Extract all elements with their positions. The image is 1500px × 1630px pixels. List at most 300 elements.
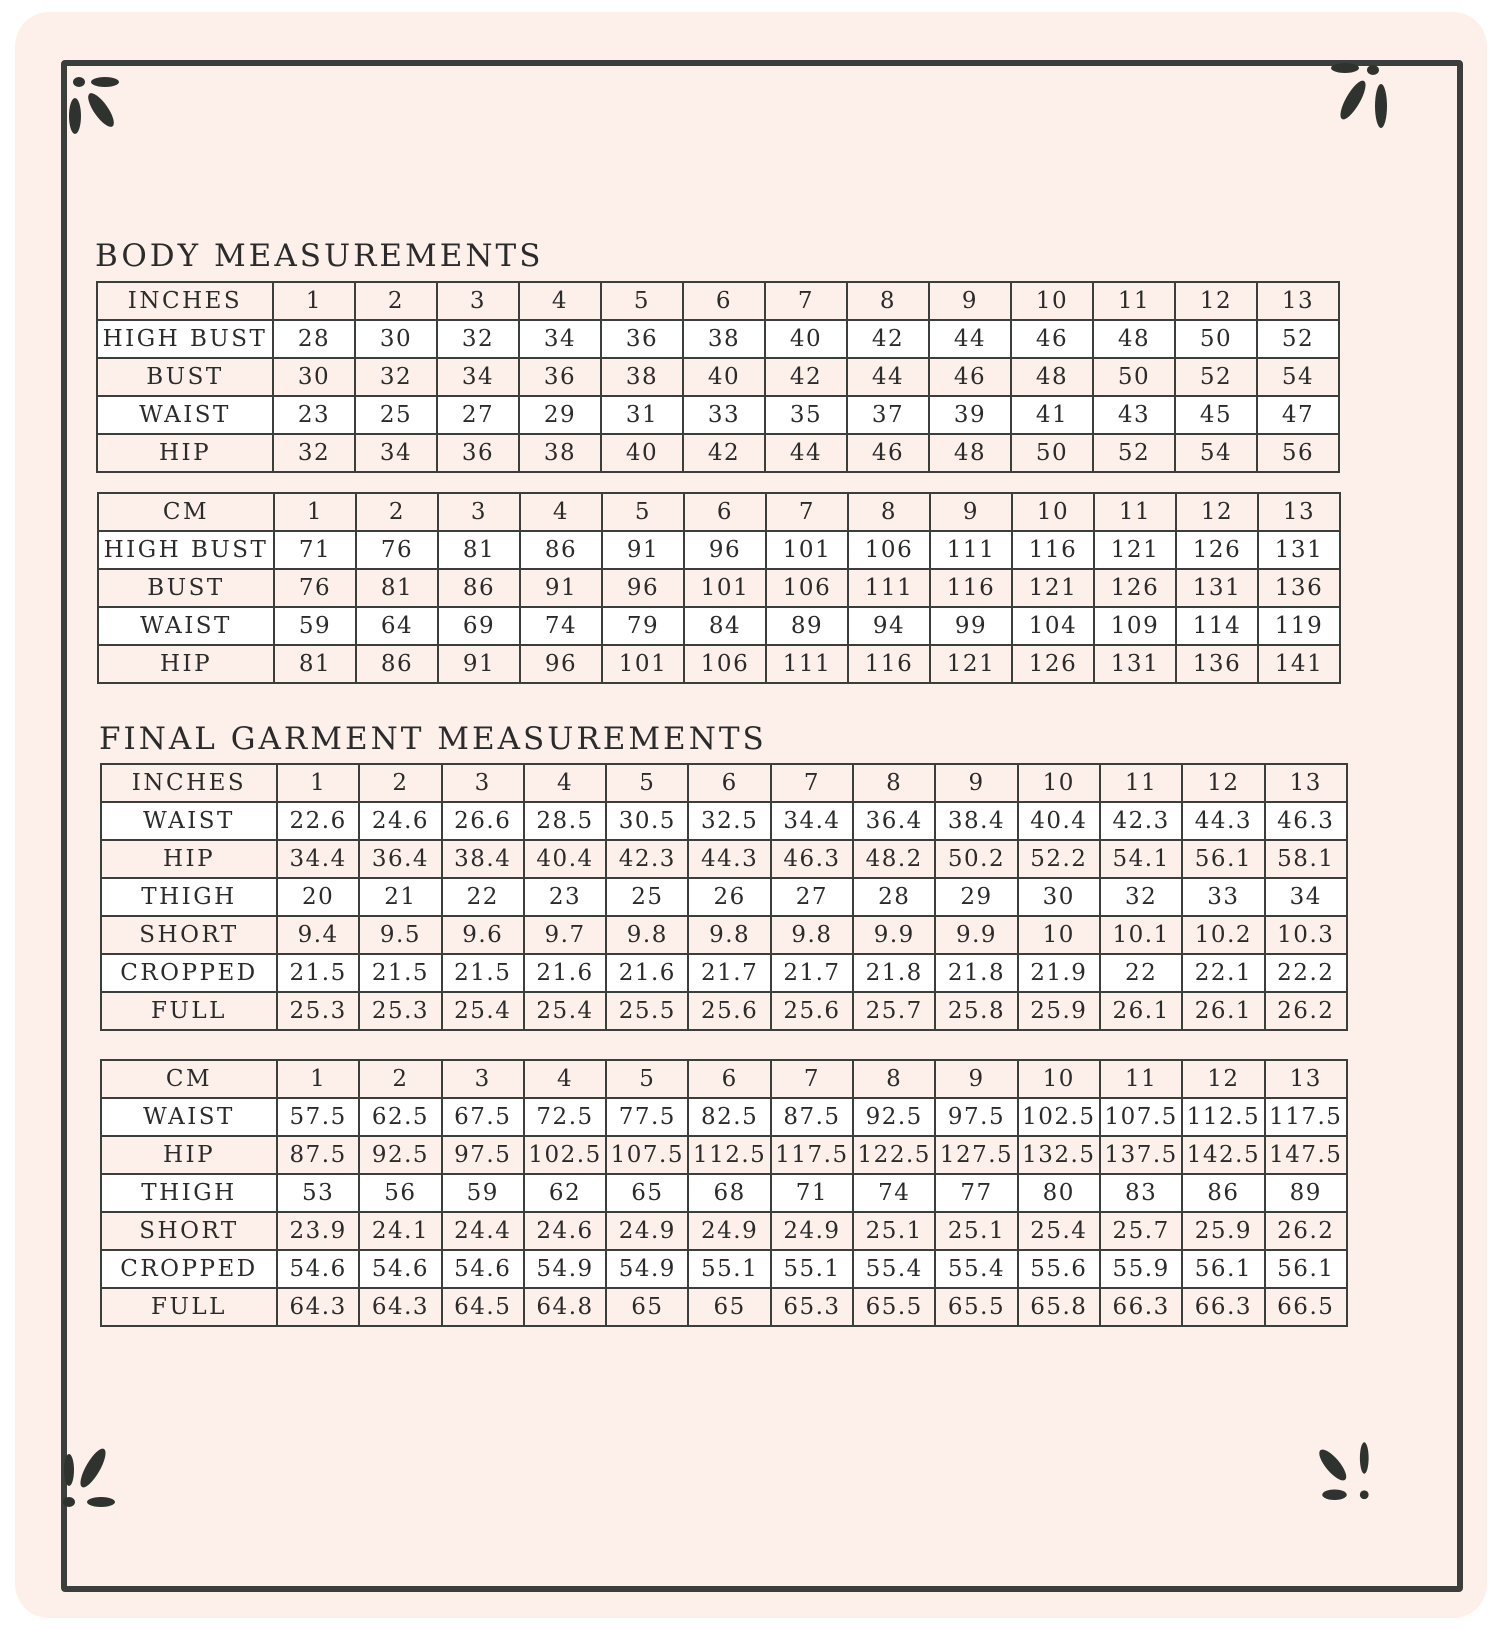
value-cell: 10 xyxy=(1012,493,1094,531)
value-cell: 48 xyxy=(1011,358,1093,396)
value-cell: 91 xyxy=(520,569,602,607)
value-cell: 21.5 xyxy=(442,954,524,992)
value-cell: 2 xyxy=(359,1060,441,1098)
table-row xyxy=(101,802,1347,840)
value-cell: 68 xyxy=(688,1174,770,1212)
value-cell: 99 xyxy=(930,607,1012,645)
value-cell: 76 xyxy=(356,531,438,569)
value-cell: 6 xyxy=(683,282,765,320)
value-cell: 33 xyxy=(683,396,765,434)
value-cell: 5 xyxy=(606,1060,688,1098)
value-cell: 43 xyxy=(1093,396,1175,434)
leaf-sprig-icon-top-right xyxy=(1323,60,1393,140)
table-row xyxy=(98,569,1340,607)
value-cell: 37 xyxy=(847,396,929,434)
value-cell: 97.5 xyxy=(442,1136,524,1174)
value-cell: 74 xyxy=(520,607,602,645)
row-label-cell: WAIST xyxy=(98,607,274,645)
row-label-cell: CM xyxy=(101,1060,277,1098)
value-cell: 23 xyxy=(273,396,355,434)
value-cell: 136 xyxy=(1176,645,1258,683)
value-cell: 89 xyxy=(1265,1174,1347,1212)
value-cell: 87.5 xyxy=(771,1098,853,1136)
value-cell: 25.4 xyxy=(524,992,606,1030)
value-cell: 42 xyxy=(847,320,929,358)
value-cell: 55.1 xyxy=(688,1250,770,1288)
value-cell: 77.5 xyxy=(606,1098,688,1136)
value-cell: 64.3 xyxy=(277,1288,359,1326)
value-cell: 32 xyxy=(1100,878,1182,916)
value-cell: 46 xyxy=(847,434,929,472)
row-label-cell: THIGH xyxy=(101,878,277,916)
value-cell: 92.5 xyxy=(853,1098,935,1136)
value-cell: 32 xyxy=(437,320,519,358)
value-cell: 65.8 xyxy=(1018,1288,1100,1326)
value-cell: 30.5 xyxy=(606,802,688,840)
value-cell: 25.6 xyxy=(771,992,853,1030)
row-label-cell: CM xyxy=(98,493,274,531)
table-row xyxy=(101,1098,1347,1136)
value-cell: 122.5 xyxy=(853,1136,935,1174)
value-cell: 50 xyxy=(1175,320,1257,358)
value-cell: 81 xyxy=(438,531,520,569)
table-row xyxy=(101,1212,1347,1250)
table-row xyxy=(98,607,1340,645)
value-cell: 94 xyxy=(848,607,930,645)
value-cell: 86 xyxy=(356,645,438,683)
value-cell: 64.3 xyxy=(359,1288,441,1326)
row-label-cell: HIP xyxy=(101,840,277,878)
value-cell: 91 xyxy=(602,531,684,569)
value-cell: 126 xyxy=(1176,531,1258,569)
row-label-cell: HIP xyxy=(98,645,274,683)
value-cell: 86 xyxy=(520,531,602,569)
value-cell: 50 xyxy=(1011,434,1093,472)
value-cell: 117.5 xyxy=(771,1136,853,1174)
value-cell: 142.5 xyxy=(1182,1136,1264,1174)
value-cell: 46 xyxy=(929,358,1011,396)
value-cell: 109 xyxy=(1094,607,1176,645)
value-cell: 4 xyxy=(524,764,606,802)
value-cell: 141 xyxy=(1258,645,1340,683)
value-cell: 22.2 xyxy=(1265,954,1347,992)
body-measurements-title: BODY MEASUREMENTS xyxy=(95,238,544,274)
value-cell: 116 xyxy=(1012,531,1094,569)
value-cell: 96 xyxy=(684,531,766,569)
table-row xyxy=(101,840,1347,878)
value-cell: 21.8 xyxy=(853,954,935,992)
table-row xyxy=(97,358,1339,396)
value-cell: 121 xyxy=(1012,569,1094,607)
table-header-row xyxy=(97,282,1339,320)
row-label-cell: BUST xyxy=(98,569,274,607)
value-cell: 6 xyxy=(688,1060,770,1098)
value-cell: 56.1 xyxy=(1265,1250,1347,1288)
value-cell: 82.5 xyxy=(688,1098,770,1136)
value-cell: 89 xyxy=(766,607,848,645)
value-cell: 25.1 xyxy=(935,1212,1017,1250)
value-cell: 35 xyxy=(765,396,847,434)
value-cell: 62 xyxy=(524,1174,606,1212)
value-cell: 81 xyxy=(356,569,438,607)
value-cell: 8 xyxy=(848,493,930,531)
value-cell: 116 xyxy=(848,645,930,683)
value-cell: 36.4 xyxy=(853,802,935,840)
row-label-cell: CROPPED xyxy=(101,954,277,992)
value-cell: 1 xyxy=(273,282,355,320)
value-cell: 25.1 xyxy=(853,1212,935,1250)
value-cell: 3 xyxy=(442,1060,524,1098)
value-cell: 26.6 xyxy=(442,802,524,840)
row-label-cell: HIP xyxy=(97,434,273,472)
value-cell: 54.6 xyxy=(277,1250,359,1288)
value-cell: 131 xyxy=(1258,531,1340,569)
value-cell: 55.4 xyxy=(853,1250,935,1288)
value-cell: 46.3 xyxy=(771,840,853,878)
value-cell: 72.5 xyxy=(524,1098,606,1136)
value-cell: 52.2 xyxy=(1018,840,1100,878)
value-cell: 25.4 xyxy=(1018,1212,1100,1250)
value-cell: 54.6 xyxy=(359,1250,441,1288)
value-cell: 9.4 xyxy=(277,916,359,954)
value-cell: 106 xyxy=(848,531,930,569)
value-cell: 24.9 xyxy=(688,1212,770,1250)
value-cell: 9.8 xyxy=(688,916,770,954)
value-cell: 34 xyxy=(355,434,437,472)
value-cell: 2 xyxy=(356,493,438,531)
value-cell: 56 xyxy=(1257,434,1339,472)
body-inches-table xyxy=(96,281,1340,473)
value-cell: 112.5 xyxy=(688,1136,770,1174)
value-cell: 46.3 xyxy=(1265,802,1347,840)
value-cell: 9.5 xyxy=(359,916,441,954)
value-cell: 30 xyxy=(1018,878,1100,916)
value-cell: 30 xyxy=(273,358,355,396)
value-cell: 54.6 xyxy=(442,1250,524,1288)
value-cell: 59 xyxy=(442,1174,524,1212)
body-cm-table xyxy=(97,492,1341,684)
value-cell: 44.3 xyxy=(688,840,770,878)
value-cell: 38 xyxy=(601,358,683,396)
value-cell: 36 xyxy=(519,358,601,396)
value-cell: 32 xyxy=(273,434,355,472)
value-cell: 29 xyxy=(935,878,1017,916)
value-cell: 13 xyxy=(1258,493,1340,531)
value-cell: 36 xyxy=(437,434,519,472)
value-cell: 11 xyxy=(1100,1060,1182,1098)
value-cell: 34 xyxy=(519,320,601,358)
value-cell: 24.1 xyxy=(359,1212,441,1250)
value-cell: 54 xyxy=(1175,434,1257,472)
value-cell: 80 xyxy=(1018,1174,1100,1212)
value-cell: 127.5 xyxy=(935,1136,1017,1174)
value-cell: 24.4 xyxy=(442,1212,524,1250)
value-cell: 8 xyxy=(847,282,929,320)
value-cell: 6 xyxy=(684,493,766,531)
value-cell: 9 xyxy=(929,282,1011,320)
table-row xyxy=(101,1250,1347,1288)
value-cell: 38.4 xyxy=(935,802,1017,840)
value-cell: 97.5 xyxy=(935,1098,1017,1136)
value-cell: 86 xyxy=(438,569,520,607)
value-cell: 102.5 xyxy=(524,1136,606,1174)
value-cell: 126 xyxy=(1012,645,1094,683)
value-cell: 101 xyxy=(684,569,766,607)
row-label-cell: SHORT xyxy=(101,916,277,954)
table-row xyxy=(98,531,1340,569)
value-cell: 121 xyxy=(930,645,1012,683)
value-cell: 52 xyxy=(1257,320,1339,358)
value-cell: 44 xyxy=(765,434,847,472)
value-cell: 59 xyxy=(274,607,356,645)
value-cell: 132.5 xyxy=(1018,1136,1100,1174)
value-cell: 13 xyxy=(1265,1060,1347,1098)
value-cell: 54.9 xyxy=(524,1250,606,1288)
value-cell: 52 xyxy=(1175,358,1257,396)
value-cell: 21.7 xyxy=(688,954,770,992)
value-cell: 10.1 xyxy=(1100,916,1182,954)
table-row xyxy=(101,954,1347,992)
value-cell: 58.1 xyxy=(1265,840,1347,878)
value-cell: 22.6 xyxy=(277,802,359,840)
value-cell: 25.3 xyxy=(359,992,441,1030)
table-row xyxy=(101,1288,1347,1326)
size-chart-card xyxy=(15,12,1487,1618)
value-cell: 48 xyxy=(929,434,1011,472)
value-cell: 71 xyxy=(771,1174,853,1212)
value-cell: 4 xyxy=(520,493,602,531)
table-header-row xyxy=(101,764,1347,802)
value-cell: 27 xyxy=(437,396,519,434)
value-cell: 96 xyxy=(602,569,684,607)
value-cell: 41 xyxy=(1011,396,1093,434)
value-cell: 32 xyxy=(355,358,437,396)
value-cell: 84 xyxy=(684,607,766,645)
value-cell: 40.4 xyxy=(1018,802,1100,840)
value-cell: 25 xyxy=(355,396,437,434)
value-cell: 11 xyxy=(1094,493,1176,531)
value-cell: 44 xyxy=(929,320,1011,358)
row-label-cell: FULL xyxy=(101,1288,277,1326)
row-label-cell: SHORT xyxy=(101,1212,277,1250)
value-cell: 10.3 xyxy=(1265,916,1347,954)
value-cell: 107.5 xyxy=(606,1136,688,1174)
value-cell: 65.3 xyxy=(771,1288,853,1326)
value-cell: 56 xyxy=(359,1174,441,1212)
value-cell: 83 xyxy=(1100,1174,1182,1212)
value-cell: 46 xyxy=(1011,320,1093,358)
row-label-cell: INCHES xyxy=(97,282,273,320)
value-cell: 64.8 xyxy=(524,1288,606,1326)
value-cell: 36 xyxy=(601,320,683,358)
value-cell: 10 xyxy=(1018,764,1100,802)
value-cell: 8 xyxy=(853,764,935,802)
value-cell: 81 xyxy=(274,645,356,683)
value-cell: 21.8 xyxy=(935,954,1017,992)
value-cell: 77 xyxy=(935,1174,1017,1212)
value-cell: 106 xyxy=(684,645,766,683)
value-cell: 31 xyxy=(601,396,683,434)
value-cell: 9.8 xyxy=(606,916,688,954)
table-row xyxy=(97,320,1339,358)
value-cell: 4 xyxy=(519,282,601,320)
value-cell: 66.3 xyxy=(1182,1288,1264,1326)
garment-cm-table xyxy=(100,1059,1348,1327)
value-cell: 55.4 xyxy=(935,1250,1017,1288)
value-cell: 38 xyxy=(683,320,765,358)
table-header-row xyxy=(98,493,1340,531)
value-cell: 96 xyxy=(520,645,602,683)
leaf-sprig-icon-top-left xyxy=(61,68,131,148)
value-cell: 3 xyxy=(438,493,520,531)
value-cell: 10 xyxy=(1018,1060,1100,1098)
value-cell: 50 xyxy=(1093,358,1175,396)
value-cell: 22.1 xyxy=(1182,954,1264,992)
value-cell: 111 xyxy=(848,569,930,607)
value-cell: 57.5 xyxy=(277,1098,359,1136)
row-label-cell: INCHES xyxy=(101,764,277,802)
table-row xyxy=(101,1136,1347,1174)
value-cell: 117.5 xyxy=(1265,1098,1347,1136)
table-row xyxy=(97,434,1339,472)
row-label-cell: HIGH BUST xyxy=(97,320,273,358)
value-cell: 137.5 xyxy=(1100,1136,1182,1174)
value-cell: 3 xyxy=(442,764,524,802)
value-cell: 104 xyxy=(1012,607,1094,645)
value-cell: 39 xyxy=(929,396,1011,434)
value-cell: 101 xyxy=(602,645,684,683)
value-cell: 9.9 xyxy=(853,916,935,954)
value-cell: 114 xyxy=(1176,607,1258,645)
value-cell: 34.4 xyxy=(277,840,359,878)
value-cell: 47 xyxy=(1257,396,1339,434)
value-cell: 74 xyxy=(853,1174,935,1212)
value-cell: 102.5 xyxy=(1018,1098,1100,1136)
value-cell: 5 xyxy=(606,764,688,802)
value-cell: 52 xyxy=(1093,434,1175,472)
row-label-cell: HIP xyxy=(101,1136,277,1174)
value-cell: 65 xyxy=(606,1288,688,1326)
table-row xyxy=(101,916,1347,954)
value-cell: 67.5 xyxy=(442,1098,524,1136)
table-row xyxy=(98,645,1340,683)
value-cell: 25.7 xyxy=(853,992,935,1030)
value-cell: 32.5 xyxy=(688,802,770,840)
value-cell: 66.5 xyxy=(1265,1288,1347,1326)
value-cell: 28 xyxy=(853,878,935,916)
value-cell: 5 xyxy=(601,282,683,320)
table-header-row xyxy=(101,1060,1347,1098)
value-cell: 25.5 xyxy=(606,992,688,1030)
value-cell: 54.1 xyxy=(1100,840,1182,878)
value-cell: 2 xyxy=(355,282,437,320)
value-cell: 64.5 xyxy=(442,1288,524,1326)
value-cell: 21.9 xyxy=(1018,954,1100,992)
value-cell: 54 xyxy=(1257,358,1339,396)
value-cell: 28 xyxy=(273,320,355,358)
table-row xyxy=(101,1174,1347,1212)
value-cell: 38.4 xyxy=(442,840,524,878)
value-cell: 79 xyxy=(602,607,684,645)
value-cell: 13 xyxy=(1257,282,1339,320)
value-cell: 48.2 xyxy=(853,840,935,878)
value-cell: 25.9 xyxy=(1182,1212,1264,1250)
value-cell: 55.6 xyxy=(1018,1250,1100,1288)
value-cell: 9 xyxy=(930,493,1012,531)
value-cell: 11 xyxy=(1093,282,1175,320)
value-cell: 116 xyxy=(930,569,1012,607)
value-cell: 25.3 xyxy=(277,992,359,1030)
leaf-sprig-icon-bottom-left xyxy=(59,1442,129,1522)
value-cell: 121 xyxy=(1094,531,1176,569)
value-cell: 147.5 xyxy=(1265,1136,1347,1174)
value-cell: 55.1 xyxy=(771,1250,853,1288)
value-cell: 42.3 xyxy=(606,840,688,878)
value-cell: 65.5 xyxy=(935,1288,1017,1326)
value-cell: 86 xyxy=(1182,1174,1264,1212)
value-cell: 40.4 xyxy=(524,840,606,878)
value-cell: 9.9 xyxy=(935,916,1017,954)
value-cell: 66.3 xyxy=(1100,1288,1182,1326)
value-cell: 23 xyxy=(524,878,606,916)
value-cell: 8 xyxy=(853,1060,935,1098)
value-cell: 7 xyxy=(771,1060,853,1098)
value-cell: 25.4 xyxy=(442,992,524,1030)
value-cell: 55.9 xyxy=(1100,1250,1182,1288)
value-cell: 21.6 xyxy=(606,954,688,992)
value-cell: 40 xyxy=(683,358,765,396)
value-cell: 7 xyxy=(765,282,847,320)
value-cell: 20 xyxy=(277,878,359,916)
value-cell: 5 xyxy=(602,493,684,531)
value-cell: 25.8 xyxy=(935,992,1017,1030)
garment-inches-table xyxy=(100,763,1348,1031)
value-cell: 23.9 xyxy=(277,1212,359,1250)
value-cell: 13 xyxy=(1265,764,1347,802)
row-label-cell: FULL xyxy=(101,992,277,1030)
row-label-cell: WAIST xyxy=(97,396,273,434)
value-cell: 101 xyxy=(766,531,848,569)
value-cell: 12 xyxy=(1182,764,1264,802)
value-cell: 56.1 xyxy=(1182,1250,1264,1288)
value-cell: 92.5 xyxy=(359,1136,441,1174)
value-cell: 7 xyxy=(766,493,848,531)
value-cell: 9.6 xyxy=(442,916,524,954)
value-cell: 54.9 xyxy=(606,1250,688,1288)
value-cell: 44 xyxy=(847,358,929,396)
value-cell: 26 xyxy=(688,878,770,916)
value-cell: 21.5 xyxy=(277,954,359,992)
value-cell: 26.2 xyxy=(1265,992,1347,1030)
value-cell: 21.6 xyxy=(524,954,606,992)
value-cell: 34.4 xyxy=(771,802,853,840)
row-label-cell: THIGH xyxy=(101,1174,277,1212)
value-cell: 25.6 xyxy=(688,992,770,1030)
row-label-cell: WAIST xyxy=(101,802,277,840)
value-cell: 33 xyxy=(1182,878,1264,916)
value-cell: 25.7 xyxy=(1100,1212,1182,1250)
value-cell: 30 xyxy=(355,320,437,358)
value-cell: 12 xyxy=(1175,282,1257,320)
row-label-cell: HIGH BUST xyxy=(98,531,274,569)
value-cell: 21 xyxy=(359,878,441,916)
value-cell: 126 xyxy=(1094,569,1176,607)
value-cell: 12 xyxy=(1182,1060,1264,1098)
value-cell: 45 xyxy=(1175,396,1257,434)
value-cell: 50.2 xyxy=(935,840,1017,878)
value-cell: 34 xyxy=(437,358,519,396)
value-cell: 1 xyxy=(277,764,359,802)
